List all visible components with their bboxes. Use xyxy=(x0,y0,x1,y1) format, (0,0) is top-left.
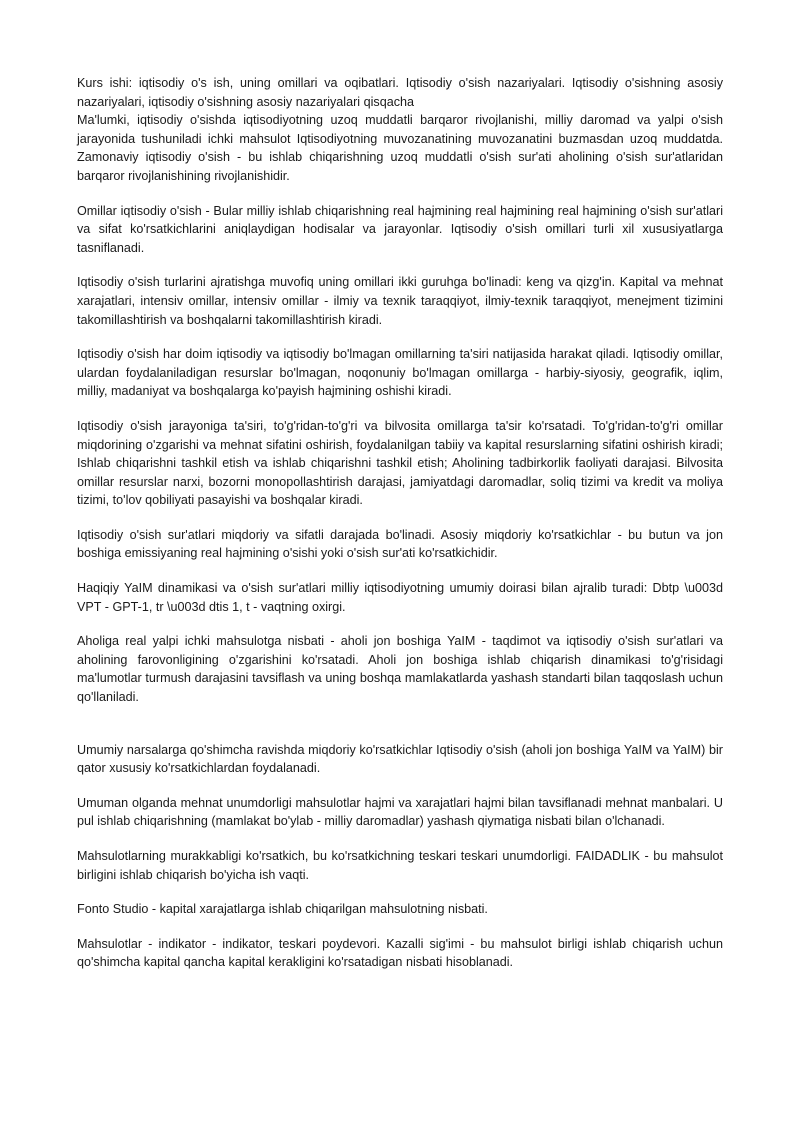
paragraph-indicators xyxy=(77,741,723,778)
paragraph-economic-factors xyxy=(77,345,723,401)
paragraph-capital-intensity xyxy=(77,935,723,972)
paragraph-fonto-studio xyxy=(77,900,723,919)
paragraph-line: Iqtisodiy o'sish sur'atlari miqdoriy va sifatli darajada bo'linadi. Asosiy miqdoriy ko'rsatkichlar - bu butun va jon boshiga emissiyaning real hajmining o'sishi yoki o'sish sur'ati ko'rsatkichidir. xyxy=(77,527,723,561)
paragraph-gdp-dynamics xyxy=(77,579,723,616)
paragraph-line: Mahsulotlar - indikator - indikator, teskari poydevori. Kazalli sig'imi - bu mahsulot birligi ishlab chiqarish uchun qo'shimcha kapital qancha kapital kerakligini ko'rsatadigan nisbati hisoblanadi. xyxy=(77,936,723,970)
paragraph-per-capita xyxy=(77,632,723,706)
paragraph-rates xyxy=(77,526,723,563)
paragraph-intro xyxy=(77,74,723,186)
paragraph-line: Omillar iqtisodiy o'sish - Bular milliy ishlab chiqarishning real hajmining real hajmining real hajmining o'sish sur'atlari va sifat ko'rsatkichlarini aniqlaydigan hodisalar va jarayonlar. Iqtisodiy o'sish omillari turli xil xususiyatlarga tasniflanadi. xyxy=(77,203,723,255)
paragraph-line: Umuman olganda mehnat unumdorligi mahsulotlar hajmi va xarajatlari hajmi bilan tavsiflanadi mehnat manbalari. U pul ishlab chiqarishning (mamlakat bo'ylab - milliy daromadlar) yashash qiymatiga nisbati bilan o'lchanadi. xyxy=(77,795,723,829)
paragraph-line: Mahsulotlarning murakkabligi ko'rsatkich, bu ko'rsatkichning teskari teskari unumdorligi. FAIDADLIK - bu mahsulot birligini ishlab chiqarish bo'yicha ish vaqti. xyxy=(77,849,723,882)
paragraph-line: Iqtisodiy o'sish turlarini ajratishga muvofiq uning omillari ikki guruhga bo'linadi: keng va qizg'in. Kapital va mehnat xarajatlari, intensiv omillar, intensiv omillar - ilmiy va texnik taraqqiyot, ilmiy-texnik taraqqiyot, menejment tizimini takomillashtirish va boshqalarni takomillashtirish kiradi. xyxy=(77,275,723,327)
paragraph-factors xyxy=(77,202,723,258)
paragraph-line: Haqiqiy YaIM dinamikasi va o'sish sur'atlari milliy iqtisodiyotning umumiy doirasi bilan ajralib turadi: Dbtp \u003d VPT - GPT-1, tr \u003d dtis 1, t - vaqtning oxirgi. xyxy=(77,581,723,614)
paragraph-line: Fonto Studio - kapital xarajatlarga ishlab chiqarilgan mahsulotning nisbati. xyxy=(77,902,488,917)
paragraph-line: Iqtisodiy o'sish jarayoniga ta'siri, to'g'ridan-to'g'ri va bilvosita omillarga ta'sir ko'rsatadi. To'g'ridan-to'g'ri omillar miqdorining o'zgarishi va mehnat sifatini oshirish, foydalanilgan tabiiy va kapital resurslarning sifatini oshirish kiradi; Ishlab chiqarishni tashkil etish va ishlab chiqarishni tashkil etish; Aholining tadbirkorlik faoliyati darajasi. Bilvosita omillar resurslar narxi, bozorni monopollashtirish darajasi, jamiyatdagi daromadlar, soliq tizimi va kredit va moliya tizimi, to'lov qobiliyati pasayishi va boshqalar kiradi. xyxy=(77,418,723,508)
paragraph-line: Ma'lumki, iqtisodiy o'sishda iqtisodiyotning uzoq muddatli barqaror rivojlanishi, milliy daromad va yalpi o'sish jarayonida tushuniladi ichki mahsulot Iqtisodiyotning muvozanatining muvozanatini buzmasdan uzoq muddatda. Zamonaviy iqtisodiy o'sish - bu ishlab chiqarishning uzoq muddatli o'sish sur'ati aholining o'sish sur'atlaridan barqaror rivojlanishining rivojlanishidir. xyxy=(77,113,723,183)
paragraph-types xyxy=(77,273,723,329)
paragraph-productivity xyxy=(77,794,723,831)
paragraph-line: Aholiga real yalpi ichki mahsulotga nisbati - aholi jon boshiga YaIM - taqdimot va iqtisodiy o'sish sur'atlari va aholining farovonligining o'zgarishini ko'rsatadi. Aholi jon boshiga ishlab chiqarish dinamikasi to'g'risidagi ma'lumotlar turmush darajasini tavsiflash va uning boshqa mamlakatlarda yashash standarti bilan taqqoslash uchun qo'llaniladi. xyxy=(77,634,723,705)
document-page xyxy=(77,74,723,988)
paragraph-line: Iqtisodiy o'sish har doim iqtisodiy va iqtisodiy bo'lmagan omillarning ta'siri natijasida harakat qiladi. Iqtisodiy omillar, ulardan foydalaniladigan resurslar bo'lmagan, noqonuniy bo'lmagan omillarga - harbiy-siyosiy, geografik, iqlim, milliy, madaniyat va boshqalarga ko'payish hajmining oshishi kiradi. xyxy=(77,347,723,399)
paragraph-direct-indirect xyxy=(77,417,723,510)
paragraph-line: Kurs ishi: iqtisodiy o's ish, uning omillari va oqibatlari. Iqtisodiy o'sish nazariyalari. Iqtisodiy o'sishning asosiy nazariyalari, iqtisodiy o'sishning asosiy nazariyalari qisqacha xyxy=(77,76,723,109)
paragraph-complexity xyxy=(77,847,723,884)
paragraph-line: Umumiy narsalarga qo'shimcha ravishda miqdoriy ko'rsatkichlar Iqtisodiy o'sish (aholi jon boshiga YaIM va YaIM) bir qator xususiy ko'rsatkichlardan foydalanadi. xyxy=(77,742,723,776)
